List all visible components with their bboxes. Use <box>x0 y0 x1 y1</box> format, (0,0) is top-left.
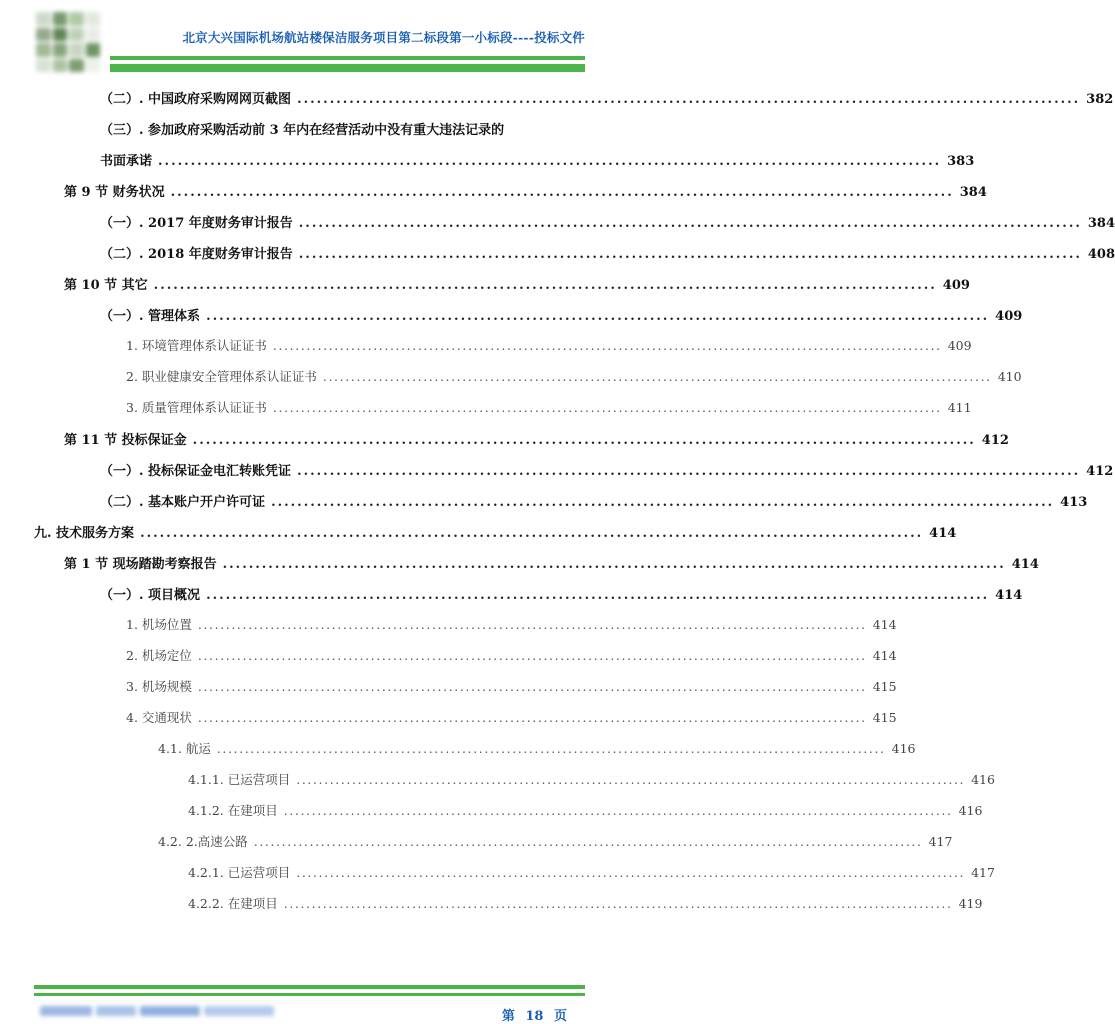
toc-entry[interactable] <box>0 212 1115 234</box>
toc-leader-dots: ........................................................................................................................ <box>197 679 867 694</box>
toc-leader-dots: ........................................................................................................................ <box>297 92 1081 107</box>
toc-entry-label: （二）. 2018 年度财务审计报告 <box>100 247 293 262</box>
toc-entry[interactable] <box>0 832 953 854</box>
logo-tile <box>86 12 101 26</box>
toc-entry-page-number: 409 <box>995 309 1023 324</box>
toc-entry-page-number: 417 <box>971 865 995 880</box>
toc-entry-page-number: 419 <box>958 896 983 911</box>
logo-tile <box>69 28 84 42</box>
toc-entry-label: 4.2.2. 在建项目 <box>188 896 278 911</box>
toc-entry-label: 4.1.1. 已运营项目 <box>188 772 291 787</box>
toc-leader-dots: ........................................................................................................................ <box>272 400 942 415</box>
toc-entry-label: 九. 技术服务方案 <box>34 526 135 541</box>
footer-blur-segment <box>40 1006 92 1016</box>
toc-entry-page-number: 415 <box>872 710 897 725</box>
toc-entry-label: 1. 机场位置 <box>126 617 192 632</box>
footer-rule-thick <box>34 985 585 989</box>
footer-company-text-blurred <box>40 1006 280 1018</box>
toc-entry-page-number: 413 <box>1060 495 1088 510</box>
footer-blur-segment <box>204 1006 274 1016</box>
toc-entry-label: （二）. 基本账户开户许可证 <box>100 495 266 510</box>
toc-entry-label: 第 11 节 投标保证金 <box>64 433 187 448</box>
toc-entry-label: 3. 质量管理体系认证证书 <box>126 400 267 415</box>
toc-entry-label: 第 10 节 其它 <box>64 278 148 293</box>
toc-entry-page-number: 411 <box>947 400 972 415</box>
toc-entry-page-number: 412 <box>981 433 1009 448</box>
toc-entry-page-number: 384 <box>959 185 987 200</box>
logo-tile <box>53 28 68 42</box>
logo-tile <box>86 43 101 57</box>
toc-entry[interactable] <box>0 460 1114 482</box>
toc-entry-page-number: 417 <box>928 834 953 849</box>
logo-tile <box>36 12 51 26</box>
toc-leader-dots: ........................................................................................................................ <box>140 526 924 541</box>
toc-entry[interactable] <box>0 150 975 172</box>
logo-tile <box>36 59 51 73</box>
company-logo <box>36 12 100 72</box>
toc-entry-page-number: 416 <box>971 772 995 787</box>
toc-entry-label: （一）. 项目概况 <box>100 588 201 603</box>
toc-entry-label: 4.2.1. 已运营项目 <box>188 865 291 880</box>
toc-entry[interactable] <box>0 584 1023 606</box>
header-rule-thick <box>110 64 585 72</box>
toc-entry[interactable] <box>0 522 957 544</box>
toc-leader-dots: ........................................................................................................................ <box>153 278 937 293</box>
toc-leader-dots: ........................................................................................................................ <box>197 617 867 632</box>
toc-entry[interactable] <box>0 336 972 358</box>
toc-entry[interactable] <box>0 367 1022 389</box>
toc-entry[interactable] <box>0 770 995 792</box>
toc-leader-dots: ........................................................................................................................ <box>271 495 1055 510</box>
toc-leader-dots: ........................................................................................................................ <box>253 834 923 849</box>
toc-entry-page-number: 414 <box>929 526 957 541</box>
toc-entry[interactable] <box>0 243 1115 265</box>
toc-entry-label: 2. 机场定位 <box>126 648 192 663</box>
logo-tile <box>69 43 84 57</box>
toc-entry-page-number: 409 <box>942 278 970 293</box>
toc-leader-dots: ........................................................................................................................ <box>158 154 942 169</box>
toc-entry-page-number: 414 <box>872 648 897 663</box>
toc-entry[interactable] <box>0 615 897 637</box>
toc-entry-label: 4.1.2. 在建项目 <box>188 803 278 818</box>
toc-entry-label: 4. 交通现状 <box>126 710 192 725</box>
toc-entry-label: （三）. 参加政府采购活动前 3 年内在经营活动中没有重大违法记录的 <box>100 123 505 138</box>
toc-entry-label: 书面承诺 <box>100 154 153 169</box>
toc-entry-label: （一）. 管理体系 <box>100 309 201 324</box>
toc-entry-page-number: 412 <box>1086 464 1114 479</box>
toc-entry-page-number: 408 <box>1087 247 1115 262</box>
toc-entry-page-number: 382 <box>1086 92 1114 107</box>
toc-entry-page-number: 410 <box>997 369 1022 384</box>
logo-tile <box>86 59 101 73</box>
logo-tile <box>69 59 84 73</box>
toc-leader-dots: ........................................................................................................................ <box>322 369 992 384</box>
footer-blur-segment <box>140 1006 200 1016</box>
toc-entry[interactable] <box>0 646 897 668</box>
toc-leader-dots: ........................................................................................................................ <box>296 772 966 787</box>
toc-entry-label: 1. 环境管理体系认证证书 <box>126 338 267 353</box>
toc-entry-page-number: 409 <box>947 338 972 353</box>
logo-tile <box>53 12 68 26</box>
toc-entry-page-number: 416 <box>958 803 983 818</box>
toc-entry[interactable] <box>0 429 1009 451</box>
toc-entry-label: 3. 机场规模 <box>126 679 192 694</box>
logo-tile <box>36 43 51 57</box>
toc-entry-page-number: 383 <box>947 154 975 169</box>
header-rule-thin <box>110 56 585 60</box>
toc-entry-page-number: 414 <box>1011 557 1039 572</box>
toc-entry-page-number: 384 <box>1087 216 1115 231</box>
toc-leader-dots: ........................................................................................................................ <box>297 464 1081 479</box>
footer-rule-thin <box>34 993 585 996</box>
page-number: 第 18 页 <box>501 1009 567 1024</box>
toc-entry[interactable] <box>0 708 897 730</box>
toc-leader-dots: ........................................................................................................................ <box>192 433 976 448</box>
toc-entry-label: 4.1. 航运 <box>158 741 211 756</box>
toc-leader-dots: ........................................................................................................................ <box>206 309 990 324</box>
toc-leader-dots: ........................................................................................................................ <box>206 588 990 603</box>
toc-entry-page-number: 414 <box>995 588 1023 603</box>
logo-tile <box>53 59 68 73</box>
toc-entry-label: （一）. 2017 年度财务审计报告 <box>100 216 293 231</box>
toc-entry[interactable] <box>0 677 897 699</box>
toc-entry-page-number: 416 <box>891 741 916 756</box>
toc-entry[interactable] <box>0 181 987 203</box>
toc-leader-dots: ........................................................................................................................ <box>197 648 867 663</box>
toc-leader-dots: ........................................................................................................................ <box>170 185 954 200</box>
toc-entry-label: 第 9 节 财务状况 <box>64 185 165 200</box>
logo-tile <box>69 12 84 26</box>
document-title: 北京大兴国际机场航站楼保洁服务项目第二标段第一小标段----投标文件 <box>182 30 585 45</box>
toc-entry-label: （二）. 中国政府采购网网页截图 <box>100 92 292 107</box>
toc-entry[interactable] <box>0 553 1039 575</box>
toc-entry[interactable] <box>0 801 983 823</box>
toc-leader-dots: ........................................................................................................................ <box>283 896 953 911</box>
toc-entry-label: 4.2. 2.高速公路 <box>158 834 248 849</box>
toc-entry-label: 2. 职业健康安全管理体系认证证书 <box>126 369 317 384</box>
toc-entry[interactable] <box>0 305 1023 327</box>
toc-leader-dots: ........................................................................................................................ <box>298 247 1082 262</box>
toc-entry[interactable] <box>0 398 972 420</box>
toc-entry[interactable] <box>0 491 1088 513</box>
toc-leader-dots: ........................................................................................................................ <box>296 865 966 880</box>
toc-entry[interactable] <box>0 119 587 141</box>
toc-entry[interactable] <box>0 739 916 761</box>
toc-leader-dots: ........................................................................................................................ <box>298 216 1082 231</box>
logo-tile <box>53 43 68 57</box>
toc-leader-dots: ........................................................................................................................ <box>222 557 1006 572</box>
toc-entry-label: 第 1 节 现场踏勘考察报告 <box>64 557 217 572</box>
logo-tile <box>36 28 51 42</box>
toc-entry[interactable] <box>0 274 970 296</box>
toc-entry[interactable] <box>0 894 983 916</box>
footer-blur-segment <box>96 1006 136 1016</box>
toc-leader-dots: ........................................................................................................................ <box>283 803 953 818</box>
toc-entry-page-number: 415 <box>872 679 897 694</box>
toc-entry[interactable] <box>0 863 995 885</box>
toc-leader-dots: ........................................................................................................................ <box>197 710 867 725</box>
toc-leader-dots: ........................................................................................................................ <box>272 338 942 353</box>
toc-entry-label: （一）. 投标保证金电汇转账凭证 <box>100 464 292 479</box>
toc-leader-dots: ........................................................................................................................ <box>216 741 886 756</box>
toc-entry-page-number: 414 <box>872 617 897 632</box>
toc-entry[interactable] <box>0 88 1114 110</box>
logo-tile <box>86 28 101 42</box>
